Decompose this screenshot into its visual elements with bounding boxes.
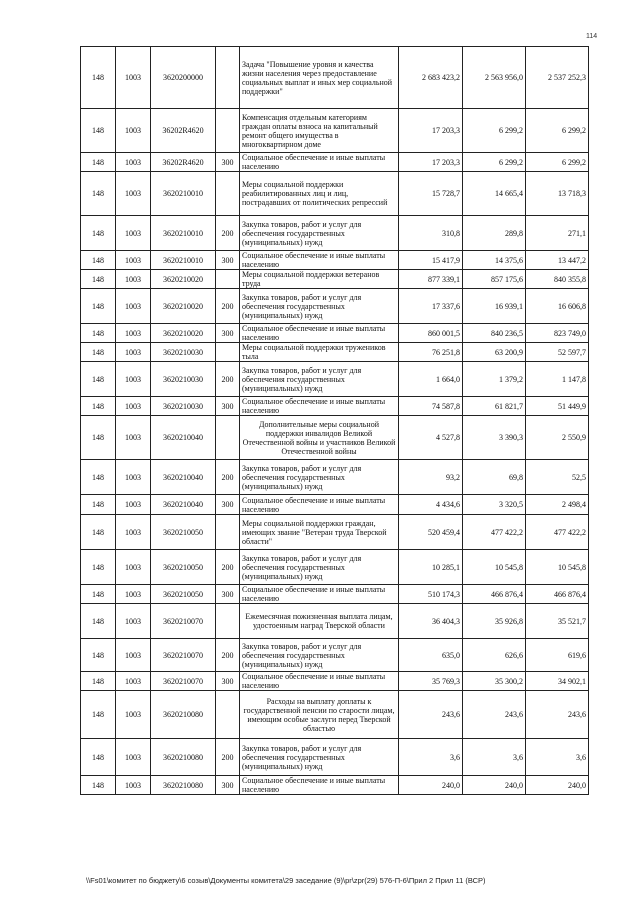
target-article-cell: 3620210010: [151, 251, 216, 270]
section-code-cell: 1003: [116, 362, 151, 397]
amount-year3-cell: 6 299,2: [526, 153, 589, 172]
table-row: [81, 550, 589, 585]
target-article-cell: 3620210080: [151, 776, 216, 795]
admin-code-cell: 148: [81, 604, 116, 639]
admin-code-cell: 148: [81, 739, 116, 776]
expense-type-cell: 300: [216, 251, 240, 270]
amount-year1-cell: 35 769,3: [399, 672, 463, 691]
amount-year3-cell: 1 147,8: [526, 362, 589, 397]
expense-type-cell: 200: [216, 289, 240, 324]
expense-type-cell: 300: [216, 324, 240, 343]
description-cell: Меры социальной поддержки реабилитированных лиц и лиц, пострадавших от политических репрессий: [240, 172, 399, 216]
expense-type-cell: [216, 343, 240, 362]
table-row: [81, 109, 589, 153]
table-row: [81, 289, 589, 324]
amount-year3-cell: 243,6: [526, 691, 589, 739]
target-article-cell: 3620210050: [151, 585, 216, 604]
target-article-cell: 36202R4620: [151, 109, 216, 153]
description-cell: Закупка товаров, работ и услуг для обеспечения государственных (муниципальных) нужд: [240, 639, 399, 672]
section-code-cell: 1003: [116, 672, 151, 691]
section-code-cell: 1003: [116, 47, 151, 109]
amount-year1-cell: 860 001,5: [399, 324, 463, 343]
amount-year2-cell: 3,6: [463, 739, 526, 776]
table-row: [81, 515, 589, 550]
budget-table: [80, 46, 589, 795]
description-cell: Социальное обеспечение и иные выплаты населению: [240, 251, 399, 270]
expense-type-cell: [216, 691, 240, 739]
description-cell: Закупка товаров, работ и услуг для обеспечения государственных (муниципальных) нужд: [240, 739, 399, 776]
expense-type-cell: 200: [216, 550, 240, 585]
amount-year1-cell: 243,6: [399, 691, 463, 739]
table-row: [81, 495, 589, 515]
expense-type-cell: [216, 515, 240, 550]
target-article-cell: 3620210010: [151, 172, 216, 216]
amount-year1-cell: 510 174,3: [399, 585, 463, 604]
section-code-cell: 1003: [116, 109, 151, 153]
description-cell: Закупка товаров, работ и услуг для обеспечения государственных (муниципальных) нужд: [240, 460, 399, 495]
target-article-cell: 3620210050: [151, 515, 216, 550]
admin-code-cell: 148: [81, 251, 116, 270]
amount-year2-cell: 14 665,4: [463, 172, 526, 216]
table-row: [81, 416, 589, 460]
table-row: [81, 604, 589, 639]
section-code-cell: 1003: [116, 550, 151, 585]
amount-year2-cell: 857 175,6: [463, 270, 526, 289]
description-cell: Задача "Повышение уровня и качества жизни населения через предоставление социальных выплат и иных мер социальной поддержки": [240, 47, 399, 109]
amount-year2-cell: 626,6: [463, 639, 526, 672]
amount-year2-cell: 35 300,2: [463, 672, 526, 691]
amount-year1-cell: 76 251,8: [399, 343, 463, 362]
table-row: [81, 362, 589, 397]
amount-year3-cell: 2 498,4: [526, 495, 589, 515]
table-row: [81, 153, 589, 172]
expense-type-cell: 300: [216, 776, 240, 795]
expense-type-cell: 200: [216, 639, 240, 672]
expense-type-cell: [216, 416, 240, 460]
admin-code-cell: 148: [81, 495, 116, 515]
table-row: [81, 47, 589, 109]
admin-code-cell: 148: [81, 343, 116, 362]
section-code-cell: 1003: [116, 172, 151, 216]
amount-year1-cell: 17 203,3: [399, 153, 463, 172]
expense-type-cell: 300: [216, 495, 240, 515]
admin-code-cell: 148: [81, 672, 116, 691]
amount-year2-cell: 840 236,5: [463, 324, 526, 343]
description-cell: Социальное обеспечение и иные выплаты населению: [240, 495, 399, 515]
expense-type-cell: 200: [216, 216, 240, 251]
description-cell: Закупка товаров, работ и услуг для обеспечения государственных (муниципальных) нужд: [240, 216, 399, 251]
target-article-cell: 3620210070: [151, 639, 216, 672]
expense-type-cell: 200: [216, 460, 240, 495]
section-code-cell: 1003: [116, 216, 151, 251]
admin-code-cell: 148: [81, 550, 116, 585]
description-cell: Дополнительные меры социальной поддержки инвалидов Великой Отечественной войны и участников Великой Отечественной войны: [240, 416, 399, 460]
target-article-cell: 3620210050: [151, 550, 216, 585]
amount-year1-cell: 4 527,8: [399, 416, 463, 460]
amount-year3-cell: 16 606,8: [526, 289, 589, 324]
amount-year3-cell: 51 449,9: [526, 397, 589, 416]
expense-type-cell: 300: [216, 153, 240, 172]
expense-type-cell: [216, 604, 240, 639]
target-article-cell: 3620210040: [151, 495, 216, 515]
section-code-cell: 1003: [116, 416, 151, 460]
amount-year1-cell: 3,6: [399, 739, 463, 776]
table-row: [81, 691, 589, 739]
amount-year3-cell: 52,5: [526, 460, 589, 495]
amount-year2-cell: 240,0: [463, 776, 526, 795]
description-cell: Закупка товаров, работ и услуг для обеспечения государственных (муниципальных) нужд: [240, 289, 399, 324]
description-cell: Социальное обеспечение и иные выплаты населению: [240, 324, 399, 343]
amount-year1-cell: 1 664,0: [399, 362, 463, 397]
amount-year3-cell: 6 299,2: [526, 109, 589, 153]
target-article-cell: 3620200000: [151, 47, 216, 109]
page-number: 114: [586, 33, 598, 40]
amount-year1-cell: 36 404,3: [399, 604, 463, 639]
admin-code-cell: 148: [81, 416, 116, 460]
table-row: [81, 216, 589, 251]
section-code-cell: 1003: [116, 515, 151, 550]
admin-code-cell: 148: [81, 515, 116, 550]
target-article-cell: 3620210070: [151, 672, 216, 691]
expense-type-cell: [216, 47, 240, 109]
amount-year1-cell: 74 587,8: [399, 397, 463, 416]
admin-code-cell: 148: [81, 639, 116, 672]
admin-code-cell: 148: [81, 324, 116, 343]
admin-code-cell: 148: [81, 289, 116, 324]
table-row: [81, 172, 589, 216]
amount-year2-cell: 477 422,2: [463, 515, 526, 550]
amount-year3-cell: 619,6: [526, 639, 589, 672]
admin-code-cell: 148: [81, 691, 116, 739]
amount-year2-cell: 61 821,7: [463, 397, 526, 416]
amount-year3-cell: 240,0: [526, 776, 589, 795]
amount-year3-cell: 823 749,0: [526, 324, 589, 343]
amount-year3-cell: 52 597,7: [526, 343, 589, 362]
amount-year2-cell: 14 375,6: [463, 251, 526, 270]
table-row: [81, 251, 589, 270]
amount-year2-cell: 289,8: [463, 216, 526, 251]
table-row: [81, 639, 589, 672]
target-article-cell: 3620210080: [151, 691, 216, 739]
target-article-cell: 3620210020: [151, 324, 216, 343]
expense-type-cell: 300: [216, 397, 240, 416]
target-article-cell: 3620210030: [151, 397, 216, 416]
amount-year1-cell: 877 339,1: [399, 270, 463, 289]
target-article-cell: 3620210020: [151, 289, 216, 324]
table-row: [81, 776, 589, 795]
description-cell: Меры социальной поддержки ветеранов труда: [240, 270, 399, 289]
table-row: [81, 324, 589, 343]
amount-year3-cell: 2 550,9: [526, 416, 589, 460]
section-code-cell: 1003: [116, 289, 151, 324]
description-cell: Меры социальной поддержки граждан, имеющих звание "Ветеран труда Тверской области": [240, 515, 399, 550]
section-code-cell: 1003: [116, 324, 151, 343]
section-code-cell: 1003: [116, 460, 151, 495]
description-cell: Закупка товаров, работ и услуг для обеспечения государственных (муниципальных) нужд: [240, 362, 399, 397]
expense-type-cell: [216, 270, 240, 289]
amount-year1-cell: 240,0: [399, 776, 463, 795]
section-code-cell: 1003: [116, 691, 151, 739]
table-row: [81, 585, 589, 604]
amount-year2-cell: 3 390,3: [463, 416, 526, 460]
target-article-cell: 3620210030: [151, 343, 216, 362]
description-cell: Социальное обеспечение и иные выплаты населению: [240, 153, 399, 172]
description-cell: Компенсация отдельным категориям граждан оплаты взноса на капитальный ремонт общего имущества в многоквартирном доме: [240, 109, 399, 153]
target-article-cell: 3620210010: [151, 216, 216, 251]
amount-year2-cell: 466 876,4: [463, 585, 526, 604]
file-path-footer: \\Fs01\комитет по бюджету\6 созыв\Документы комитета\29 заседание (9)\pr\zpr(29) 576-П-6\Прил 2 Прил 11 (ВСР): [86, 876, 486, 885]
section-code-cell: 1003: [116, 495, 151, 515]
amount-year2-cell: 63 200,9: [463, 343, 526, 362]
admin-code-cell: 148: [81, 153, 116, 172]
amount-year2-cell: 6 299,2: [463, 109, 526, 153]
expense-type-cell: [216, 172, 240, 216]
expense-type-cell: 200: [216, 362, 240, 397]
target-article-cell: 3620210080: [151, 739, 216, 776]
admin-code-cell: 148: [81, 47, 116, 109]
table-row: [81, 270, 589, 289]
amount-year1-cell: 10 285,1: [399, 550, 463, 585]
amount-year1-cell: 17 337,6: [399, 289, 463, 324]
table-row: [81, 343, 589, 362]
section-code-cell: 1003: [116, 270, 151, 289]
amount-year3-cell: 2 537 252,3: [526, 47, 589, 109]
description-cell: Закупка товаров, работ и услуг для обеспечения государственных (муниципальных) нужд: [240, 550, 399, 585]
expense-type-cell: 300: [216, 585, 240, 604]
section-code-cell: 1003: [116, 343, 151, 362]
admin-code-cell: 148: [81, 270, 116, 289]
section-code-cell: 1003: [116, 153, 151, 172]
amount-year1-cell: 2 683 423,2: [399, 47, 463, 109]
amount-year3-cell: 477 422,2: [526, 515, 589, 550]
amount-year1-cell: 4 434,6: [399, 495, 463, 515]
table-row: [81, 397, 589, 416]
expense-type-cell: 300: [216, 672, 240, 691]
table-row: [81, 460, 589, 495]
amount-year1-cell: 310,8: [399, 216, 463, 251]
admin-code-cell: 148: [81, 585, 116, 604]
amount-year2-cell: 10 545,8: [463, 550, 526, 585]
description-cell: Меры социальной поддержки тружеников тыла: [240, 343, 399, 362]
amount-year3-cell: 13 447,2: [526, 251, 589, 270]
amount-year3-cell: 271,1: [526, 216, 589, 251]
admin-code-cell: 148: [81, 362, 116, 397]
description-cell: Ежемесячная пожизненная выплата лицам, удостоенным наград Тверской области: [240, 604, 399, 639]
section-code-cell: 1003: [116, 739, 151, 776]
amount-year1-cell: 93,2: [399, 460, 463, 495]
amount-year2-cell: 2 563 956,0: [463, 47, 526, 109]
description-cell: Расходы на выплату доплаты к государственной пенсии по старости лицам, имеющим особые заслуги перед Тверской областью: [240, 691, 399, 739]
section-code-cell: 1003: [116, 604, 151, 639]
amount-year2-cell: 243,6: [463, 691, 526, 739]
target-article-cell: 3620210020: [151, 270, 216, 289]
amount-year1-cell: 17 203,3: [399, 109, 463, 153]
amount-year2-cell: 16 939,1: [463, 289, 526, 324]
section-code-cell: 1003: [116, 776, 151, 795]
description-cell: Социальное обеспечение и иные выплаты населению: [240, 397, 399, 416]
amount-year3-cell: 13 718,3: [526, 172, 589, 216]
expense-type-cell: [216, 109, 240, 153]
amount-year3-cell: 35 521,7: [526, 604, 589, 639]
amount-year3-cell: 34 902,1: [526, 672, 589, 691]
amount-year3-cell: 3,6: [526, 739, 589, 776]
table-row: [81, 739, 589, 776]
section-code-cell: 1003: [116, 585, 151, 604]
admin-code-cell: 148: [81, 776, 116, 795]
description-cell: Социальное обеспечение и иные выплаты населению: [240, 672, 399, 691]
description-cell: Социальное обеспечение и иные выплаты населению: [240, 585, 399, 604]
admin-code-cell: 148: [81, 397, 116, 416]
description-cell: Социальное обеспечение и иные выплаты населению: [240, 776, 399, 795]
amount-year2-cell: 1 379,2: [463, 362, 526, 397]
target-article-cell: 36202R4620: [151, 153, 216, 172]
target-article-cell: 3620210040: [151, 460, 216, 495]
section-code-cell: 1003: [116, 397, 151, 416]
admin-code-cell: 148: [81, 460, 116, 495]
amount-year2-cell: 3 320,5: [463, 495, 526, 515]
target-article-cell: 3620210070: [151, 604, 216, 639]
table-row: [81, 672, 589, 691]
amount-year3-cell: 840 355,8: [526, 270, 589, 289]
amount-year1-cell: 15 417,9: [399, 251, 463, 270]
admin-code-cell: 148: [81, 109, 116, 153]
expense-type-cell: 200: [216, 739, 240, 776]
target-article-cell: 3620210030: [151, 362, 216, 397]
amount-year3-cell: 466 876,4: [526, 585, 589, 604]
admin-code-cell: 148: [81, 216, 116, 251]
amount-year1-cell: 15 728,7: [399, 172, 463, 216]
amount-year2-cell: 6 299,2: [463, 153, 526, 172]
amount-year2-cell: 69,8: [463, 460, 526, 495]
amount-year1-cell: 520 459,4: [399, 515, 463, 550]
section-code-cell: 1003: [116, 639, 151, 672]
section-code-cell: 1003: [116, 251, 151, 270]
amount-year2-cell: 35 926,8: [463, 604, 526, 639]
amount-year3-cell: 10 545,8: [526, 550, 589, 585]
admin-code-cell: 148: [81, 172, 116, 216]
amount-year1-cell: 635,0: [399, 639, 463, 672]
target-article-cell: 3620210040: [151, 416, 216, 460]
